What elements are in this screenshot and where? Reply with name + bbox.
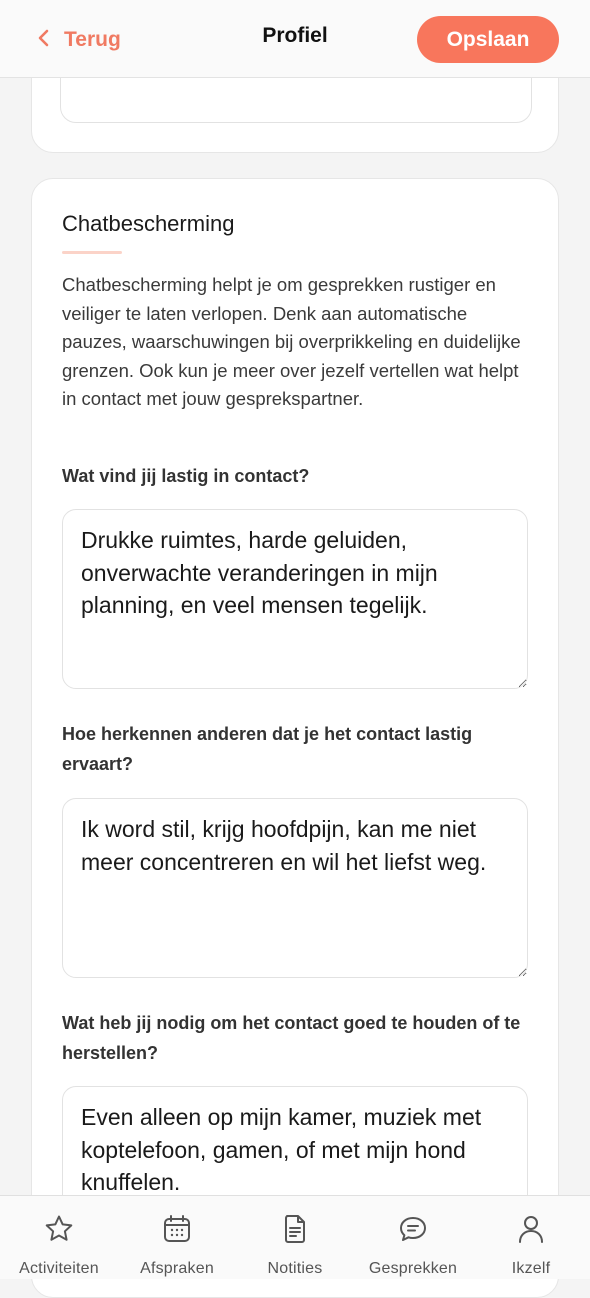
calendar-icon — [161, 1196, 193, 1250]
section-description: Chatbescherming helpt je om gesprekken rustiger en veiliger te laten verlopen. Denk aan automatische pauzes, waarschuwingen bij overprikkeling en duidelijke grenzen. Ook kun je meer over jezelf vertellen wat helpt in contact met jouw gesprekspartner. — [62, 274, 521, 409]
answer-field-difficult[interactable] — [62, 509, 528, 689]
star-icon — [43, 1196, 75, 1250]
chat-bubble-icon — [397, 1196, 429, 1250]
question-label-recognize: Hoe herkennen anderen dat je het contact lastig ervaart? — [62, 724, 473, 774]
nav-label: Notities — [267, 1260, 323, 1277]
bottom-nav — [0, 1195, 590, 1279]
chevron-left-icon — [36, 28, 50, 53]
back-button[interactable] — [36, 24, 121, 56]
nav-label: Ikzelf — [511, 1260, 551, 1277]
section-title: Chatbescherming — [62, 211, 235, 236]
document-icon — [279, 1196, 311, 1250]
page-title: Profiel — [262, 24, 328, 47]
chat-protection-card — [31, 178, 559, 1298]
person-icon — [515, 1196, 547, 1250]
question-label-needs: Wat heb jij nodig om het contact goed te houden of te herstellen? — [62, 1013, 521, 1063]
nav-item-afspraken[interactable] — [118, 1196, 236, 1280]
nav-label: Afspraken — [140, 1260, 214, 1277]
back-label: Terug — [64, 28, 121, 51]
nav-item-gesprekken[interactable] — [354, 1196, 472, 1280]
nav-label: Activiteiten — [19, 1260, 99, 1277]
nav-item-ikzelf[interactable] — [472, 1196, 590, 1280]
top-bar — [0, 0, 590, 78]
nav-label: Gesprekken — [368, 1260, 458, 1277]
question-label-difficult: Wat vind jij lastig in contact? — [62, 466, 310, 486]
nav-item-activiteiten[interactable] — [0, 1196, 118, 1280]
nav-item-notities[interactable] — [236, 1196, 354, 1280]
answer-field-recognize[interactable] — [62, 798, 528, 978]
section-title-underline — [62, 251, 122, 254]
save-button[interactable]: Opslaan — [417, 16, 559, 63]
